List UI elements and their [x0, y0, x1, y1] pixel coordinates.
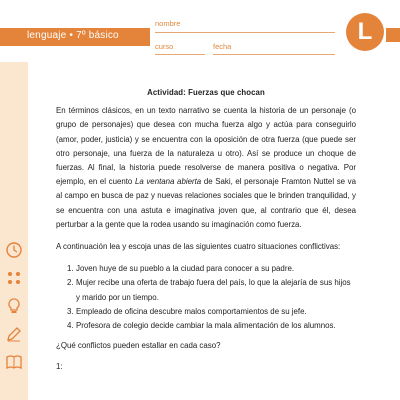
dots-icon: [4, 268, 24, 288]
item-text: Profesora de colegio decide cambiar la mala alimentación de los alumnos.: [76, 321, 336, 331]
book-icon: [4, 352, 24, 372]
story-title: La ventana abierta: [134, 177, 202, 187]
list-item: [56, 305, 356, 319]
pen-icon: [4, 324, 24, 344]
list-item: [56, 276, 356, 304]
item-text: Empleado de oficina descubre malos comportamientos de su jefe.: [76, 306, 307, 316]
name-field[interactable]: [155, 32, 335, 33]
date-label: fecha: [213, 42, 232, 51]
list-item: [56, 319, 356, 333]
intro-paragraph: [56, 104, 356, 232]
list-item: [56, 262, 356, 276]
question-text: ¿Qué conflictos pueden estallar en cada caso?: [56, 341, 221, 351]
item-number: 1.: [67, 264, 74, 274]
grade-label: 7º básico: [76, 30, 119, 41]
subject-grade-label: [27, 30, 119, 41]
item-text: Mujer recibe una oferta de trabajo fuera del país, lo que la alejaría de sus hijos y marido por un tiempo.: [76, 278, 351, 302]
instruction-paragraph: A continuación lea y escoja unas de las siguientes cuatro situaciones conflictivas:: [56, 242, 341, 252]
item-text: Joven huye de su pueblo a la ciudad para conocer a su padre.: [76, 264, 295, 274]
clock-icon: [4, 240, 24, 260]
answer-label[interactable]: 1:: [56, 362, 63, 372]
item-number: 4.: [67, 321, 74, 331]
separator-dot: •: [69, 30, 74, 41]
activity-content: [56, 86, 356, 382]
lightbulb-icon: [4, 296, 24, 316]
badge-tail: [386, 28, 400, 42]
date-field[interactable]: [213, 54, 335, 55]
sidebar: [0, 62, 28, 400]
course-field[interactable]: [155, 54, 205, 55]
situations-list: [56, 262, 356, 333]
item-number: 3.: [67, 306, 74, 316]
item-number: 2.: [67, 278, 74, 288]
subject-badge: L: [346, 13, 384, 51]
subject-label: lenguaje: [27, 30, 67, 41]
intro-text-b: de Saki, el personaje Framton Nuttel se va al campo en busca de paz y nuevas relaciones sociales que le brinden tranquilidad, y se encuentra con una astuta e imaginativa joven que, al contrario que él, desea perturbar a la gente que la rodea usando su imaginación como fuerza.: [56, 177, 356, 229]
worksheet-header: [0, 0, 400, 62]
course-label: curso: [155, 42, 174, 51]
name-label: nombre: [155, 19, 181, 28]
activity-title: Actividad: Fuerzas que chocan: [147, 88, 265, 97]
intro-text-a: En términos clásicos, en un texto narrativo se cuenta la historia de un personaje (o grupo de personajes) que desea con mucha fuerza algo y actúa para conseguirlo (amor, poder, justicia) y se encuentra con la oposición de otra fuerza (que puede ser otro personaje, una fuerza de la naturaleza u otro). Así se produce un choque de fuerzas. Al final, la historia puede resolverse de manera positiva o negativa. Por ejemplo, en el cuento: [56, 106, 356, 187]
